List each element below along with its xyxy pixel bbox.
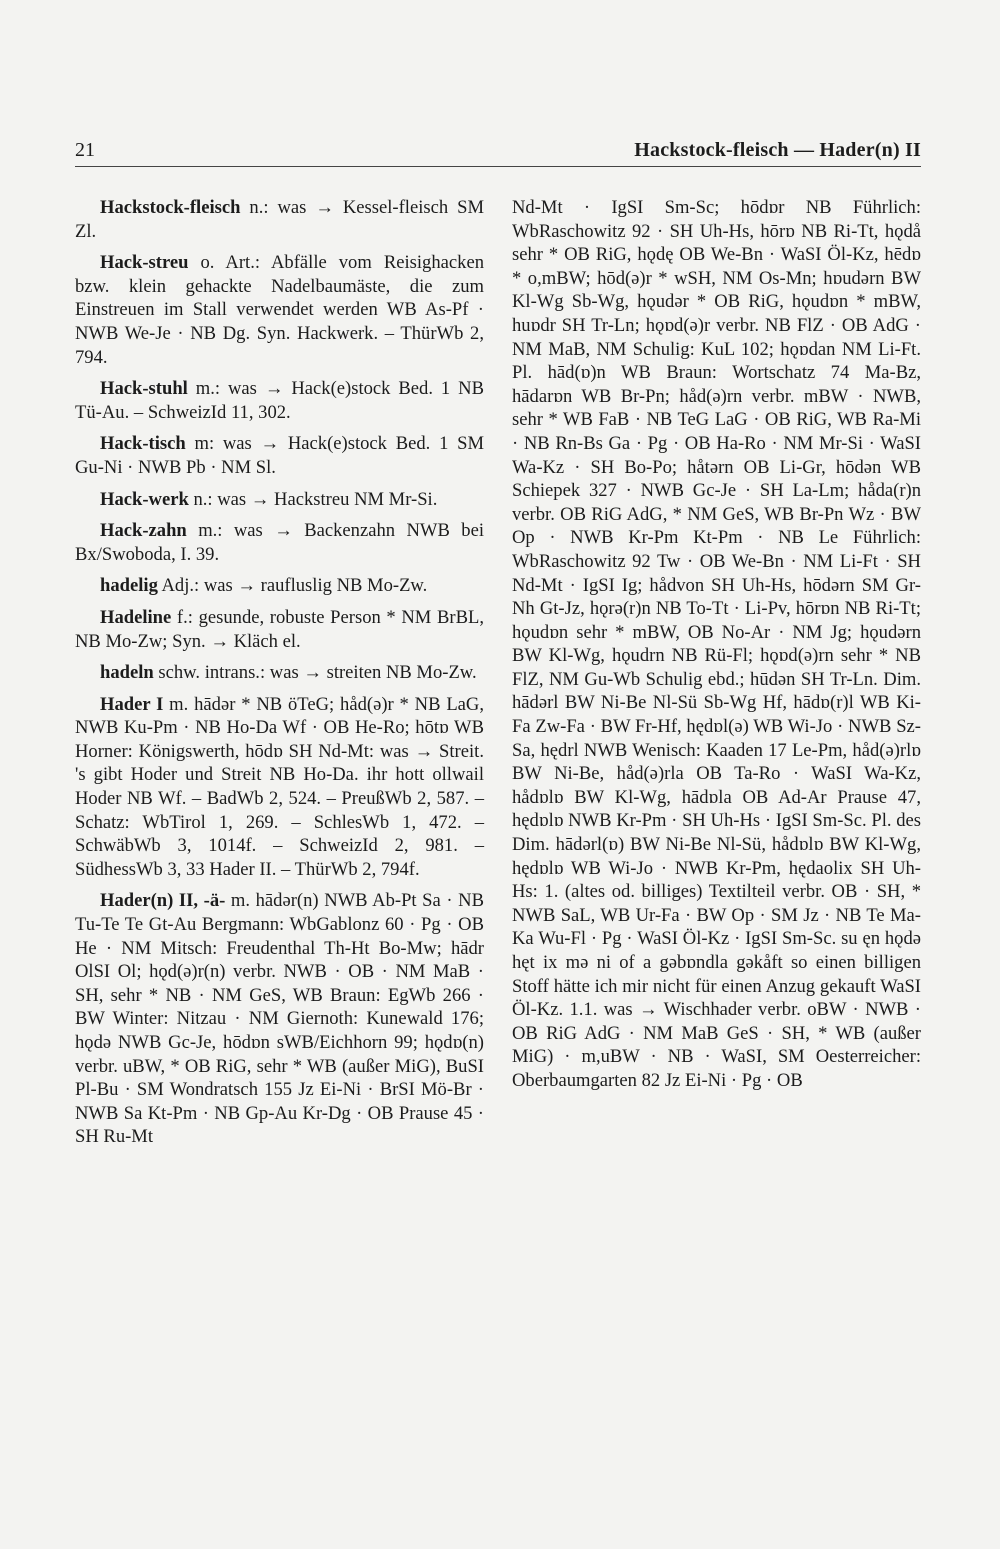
- entry-lemma: Hack-werk: [100, 488, 189, 510]
- dictionary-entry: [75, 488, 484, 512]
- page-number: 21: [75, 139, 95, 161]
- entry-text: Adj.: was → raufluslig NB Mo-Zw.: [157, 575, 428, 597]
- dictionary-entry: [75, 889, 484, 1149]
- dictionary-entry: [75, 251, 484, 369]
- entry-text: m: was → Hack(e)stock Bed. 1 SM Gu-Ni · NWB Pb · NM Sl.: [75, 433, 484, 478]
- dictionary-entry: [75, 196, 484, 243]
- entry-text: m.: was → Hack(e)stock Bed. 1 NB Tü-Au. – SchweizId 11, 302.: [75, 378, 484, 423]
- entry-text: m. hādər * NB öTeG; håd(ə)r * NB LaG, NWB Ku-Pm · NB Ho-Da Wf · OB He-Ro; hōtɒ WB Horner: Königswerth, hōdɒ SH Nd-Mt: was → Streit. 's gibt Hoder und Streit NB Ho-Da. ihr hott ollwail Hoder NB Wf. – BadWb 2, 524. – PreußWb 2, 587. – Schatz: WbTirol 1, 269. – SchlesWb 1, 472. – SchwäbWb 3, 1014f. – SchweizId 2, 981. – SüdhessWb 3, 33 Hader II. – ThürWb 2, 794f.: [75, 693, 485, 880]
- entry-text: schw. intrans.: was → streiten NB Mo-Zw.: [153, 662, 477, 684]
- dictionary-entry: [75, 574, 484, 598]
- left-column: [75, 196, 484, 1157]
- entry-continuation: [512, 196, 921, 1093]
- entry-lemma: Hack-zahn: [100, 520, 187, 542]
- entry-lemma: Hackstock-fleisch: [100, 197, 241, 218]
- dictionary-entry: [75, 432, 484, 479]
- entry-lemma: Hader I: [100, 693, 164, 715]
- entry-text: m.: was → Backenzahn NWB bei Bx/Swoboda, I. 39.: [75, 520, 484, 565]
- entry-lemma: Hadeline: [100, 606, 172, 628]
- dictionary-entry: [75, 693, 484, 882]
- dictionary-entry: [75, 606, 484, 653]
- page-header: [75, 138, 921, 162]
- entry-text: o. Art.: Abfälle vom Reisighacken bzw. klein gehackte Nadelbaumäste, die zum Einstreuen im Stall verwendet werden WB As-Pf · NWB We-Je · NB Dg. Syn. Hackwerk. – ThürWb 2, 794.: [75, 252, 484, 368]
- dictionary-entry: [75, 377, 484, 424]
- entry-lemma: hadeln: [100, 662, 154, 684]
- entry-lemma: Hack-tisch: [100, 433, 186, 455]
- running-title: Hackstock-fleisch — Hader(n) II: [634, 139, 921, 161]
- right-column: [512, 196, 921, 1101]
- entry-lemma: Hack-streu: [100, 252, 189, 274]
- entry-text: f.: gesunde, robuste Person * NM BrBL, NB Mo-Zw; Syn. → Kläch el.: [75, 606, 484, 652]
- entry-text: n.: was → Hackstreu NM Mr-Si.: [188, 488, 438, 510]
- dictionary-entry: [75, 519, 484, 566]
- entry-lemma: Hack-stuhl: [100, 378, 188, 400]
- dictionary-entry: [75, 661, 484, 685]
- entry-text: Nd-Mt · IgSI Sm-Sc; hōdɒr NB Führlich: WbRaschowitz 92 · SH Uh-Hs, hōrɒ NB Ri-Tt, hǫdå sehr * OB RiG, hǫdę OB We-Bn · WaSI Öl-Kz, hēdɒ * o,mBW; hōd(ə)r * wSH, NM Os-Mn; hɒudərn BW Kl-Wg Sb-Wg, hǫudər * OB RiG, hǫudɒn * mBW, huɒdr SH Tr-Ln; hǫɒd(ə)r verbr. NB FlZ · OB AdG · NM MaB, NM Schulig: KuL 102; hǫɒdan NM Li-Ft. Pl. hād(ɒ)n WB Braun: Wortschatz 74 Ma-Bz, hādarɒn WB Br-Pn; håd(ə)rn verbr. mBW · NWB, sehr * WB FaB · NB TeG LaG · OB RiG, WB Ra-Mi · NB Rn-Bs Ga · Pg · OB Ha-Ro · NM Mr-Si · WaSI Wa-Kz · SH Bo-Po; håtərn OB Li-Gr, hōdən WB Schiepek 327 · NWB Gc-Je · SH La-Lm; håda(r)n verbr. OB RiG AdG, * NM GeS, WB Br-Pn Wz · BW Op · NWB Kr-Pm Kt-Pm · NB Le Führlich: WbRaschowitz 92 Tw · OB We-Bn · NM Li-Ft · SH Nd-Mt · IgSI Ig; hådvon SH Uh-Hs, hōdərn SM Gr-Nh Gt-Jz, hǫrə(r)n NB To-Tt · Li-Pv, hōrɒn NB Ri-Tt; hǫudɒn sehr * mBW, OB No-Ar · NM Jg; hǫudərn BW Kl-Wg, hǫudrn NB Rü-Fl; hǫɒd(ə)rn sehr * NB FlZ, NM Gu-Wb Schulig ebd.; hūdən SH Tr-Ln. Dim. hādərl BW Ni-Be Nl-Sü Sb-Wg Hf, hādɒ(r)l WB Ki-Fa Zw-Fa · BW Fr-Hf, hędɒl(ə) WB Wi-Jo · NWB Sz-Sa, hędrl NWB Wenisch: Kaaden 17 Le-Pm, håd(ə)rlɒ BW Ni-Be, håd(ə)rla OB Ta-Ro · WaSI Wa-Kz, hådɒlɒ BW Kl-Wg, hādɒla OB Ad-Ar Prause 47, hędɒlɒ NWB Kr-Pm · SH Uh-Hs · IgSI Sm-Sc. Pl. des Dim. hādərl(ɒ) BW Ni-Be Nl-Sü, hådɒlɒ BW Kl-Wg, hędɒlɒ WB Wi-Jo · NWB Kr-Pm, hędaolix SH Uh-Hs: 1. (altes od. billiges) Textilteil verbr. OB · SH, * NWB SaL, WB Ur-Fa · BW Op · SM Jz · NB Te Ma-Ka Wu-Fl · Pg · WaSI Öl-Kz · IgSI Sm-Sc. su ęn hǫdə hęt ix mə ni of a gəbɒndla gəkåft so einen billigen Stoff hätte ich mir nicht für einen Anzug gekauft WaSI Öl-Kz. 1.1. was → Wischhader verbr. oBW · NWB · OB RiG AdG · NM MaB GeS · SH, * WB (außer MiG) · m,uBW · NB · WaSI, SM Oesterreicher: Oberbaumgarten 82 Jz Ei-Ni · Pg · OB: [512, 197, 921, 1091]
- entry-text: n.: was → Kessel-fleisch SM Zl.: [75, 197, 484, 242]
- entry-lemma: hadelig: [100, 575, 158, 597]
- entry-lemma: Hader(n) II, -ä-: [100, 890, 226, 912]
- entry-text: m. hādər(n) NWB Ab-Pt Sa · NB Tu-Te Te Gt-Au Bergmann: WbGablonz 60 · Pg · OB He · NM Mitsch: Freudenthal Th-Ht Bo-Mw; hādr OlSI Ol; hǫd(ə)r(n) verbr. NWB · OB · NM MaB · SH, sehr * NB · NM GeS, WB Braun: EgWb 266 · BW Winter: Nitzau · NM Giernoth: Kunewald 176; hǫdə NWB Gc-Je, hōdɒn sWB/Eichhorn 99; hǫdɒ(n) verbr. uBW, * OB RiG, sehr * WB (außer MiG), BuSI Pl-Bu · SM Wondratsch 155 Jz Ei-Ni · BrSI Mö-Br · NWB Sa Kt-Pm · NB Gp-Au Kr-Dg · OB Prause 45 · SH Ru-Mt: [75, 890, 484, 1148]
- header-rule: [75, 166, 921, 167]
